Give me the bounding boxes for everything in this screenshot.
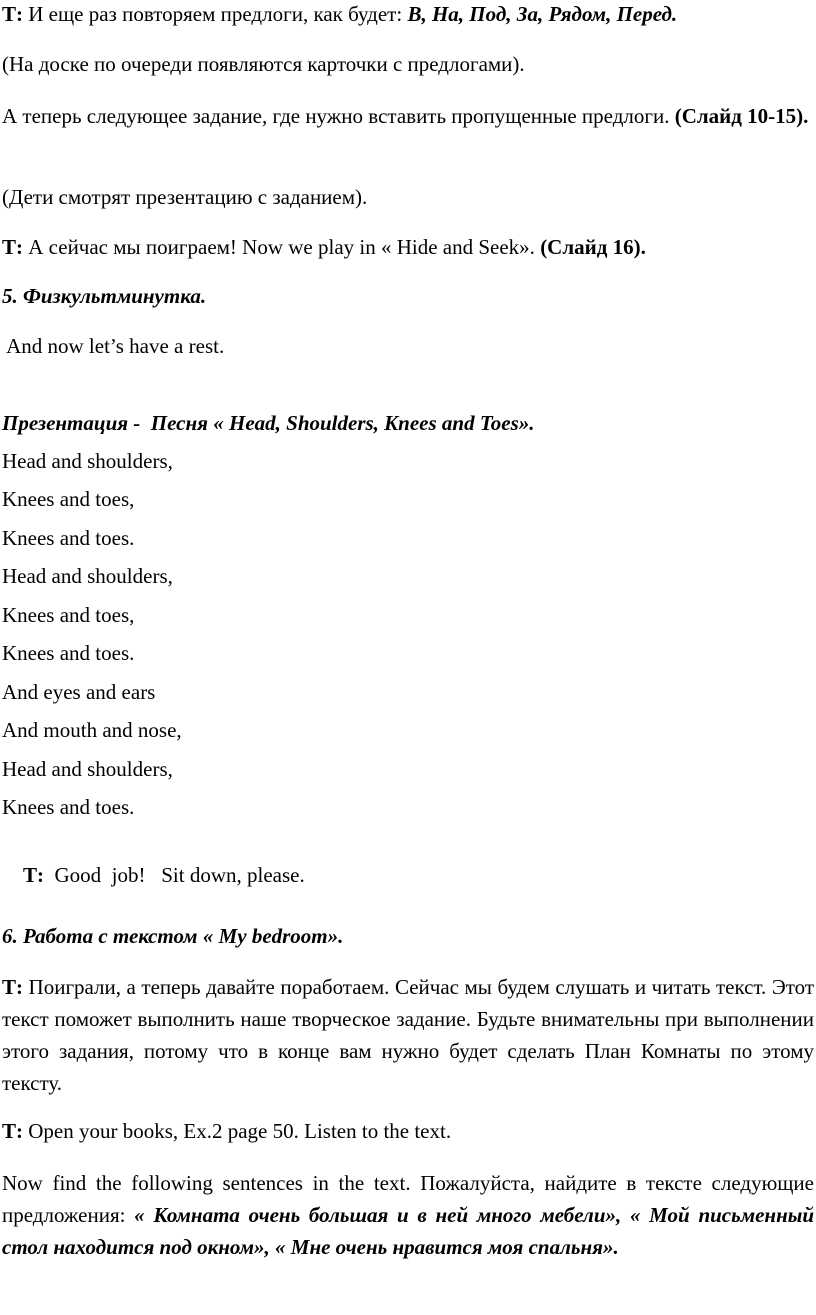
paragraph-text: Now find the following sentences in the text. Пожалуйста, найдите в тексте следующие предложения: [2, 1171, 814, 1227]
paragraph-open-books [0, 1117, 816, 1146]
paragraph-text: (Дети смотрят презентацию с заданием). [2, 185, 368, 209]
paragraph-work-with-text [0, 971, 816, 1099]
paragraph-text: А теперь следующее задание, где нужно вставить пропущенные предлоги. [2, 104, 675, 128]
paragraph-children-watch [0, 183, 816, 212]
speaker-label: Т: [2, 2, 23, 26]
paragraph-text: Open your books, Ex.2 page 50. Listen to the text. [23, 1119, 452, 1143]
paragraph-text: Поиграли, а теперь давайте поработаем. Сейчас мы будем слушать и читать текст. Этот текст поможет выполнить наше творческое задание. Будьте внимательны при выполнении этого задания, потому что в конце вам нужно будет сделать План Комнаты по этому тексту. [2, 975, 814, 1095]
song-line: And eyes and ears [2, 680, 156, 704]
song-heading: Презентация - Песня « Head, Shoulders, Knees and Toes». [2, 411, 535, 435]
paragraph-prepositions-review [0, 0, 816, 29]
paragraph-hide-and-seek [0, 233, 816, 262]
quoted-sentences: « Комната очень большая и в ней много мебели», « Мой письменный стол находится под окном», « Мне очень нравится моя спальня». [2, 1203, 815, 1259]
paragraph-board-cards [0, 50, 816, 79]
slide-reference: (Слайд 10-15). [674, 104, 809, 128]
paragraph-text: И еще раз повторяем предлоги, как будет: [23, 2, 408, 26]
song-line: Knees and toes, [2, 487, 135, 511]
speaker-label: Т: [2, 1119, 23, 1143]
song-line: Knees and toes. [2, 795, 135, 819]
paragraph-have-a-rest: And now let’s have a rest. [2, 334, 225, 358]
song-line: Knees and toes. [2, 526, 135, 550]
speaker-label: Т: [23, 863, 44, 887]
section-heading-fizkultminutka: 5. Физкультминутка. [2, 284, 207, 308]
slide-reference: (Слайд 16). [540, 235, 646, 259]
song-line: Knees and toes, [2, 603, 135, 627]
paragraph-good-job [0, 832, 816, 919]
speaker-label: Т: [2, 975, 23, 999]
paragraph-text: Good job! Sit down, please. [44, 863, 305, 887]
song-line: Head and shoulders, [2, 757, 173, 781]
paragraph-text: (На доске по очереди появляются карточки с предлогами). [2, 52, 525, 76]
speaker-label: Т: [2, 235, 23, 259]
paragraph-next-task [0, 102, 816, 131]
prepositions-list: В, На, Под, За, Рядом, Перед. [407, 2, 678, 26]
song-line: Head and shoulders, [2, 449, 173, 473]
song-line: Knees and toes. [2, 641, 135, 665]
song-line: And mouth and nose, [2, 718, 182, 742]
song-line: Head and shoulders, [2, 564, 173, 588]
paragraph-find-sentences [0, 1167, 816, 1263]
section-heading-my-bedroom: 6. Работа с текстом « My bedroom». [2, 924, 344, 948]
paragraph-text: А сейчас мы поиграем! Now we play in « Hide and Seek». [23, 235, 541, 259]
